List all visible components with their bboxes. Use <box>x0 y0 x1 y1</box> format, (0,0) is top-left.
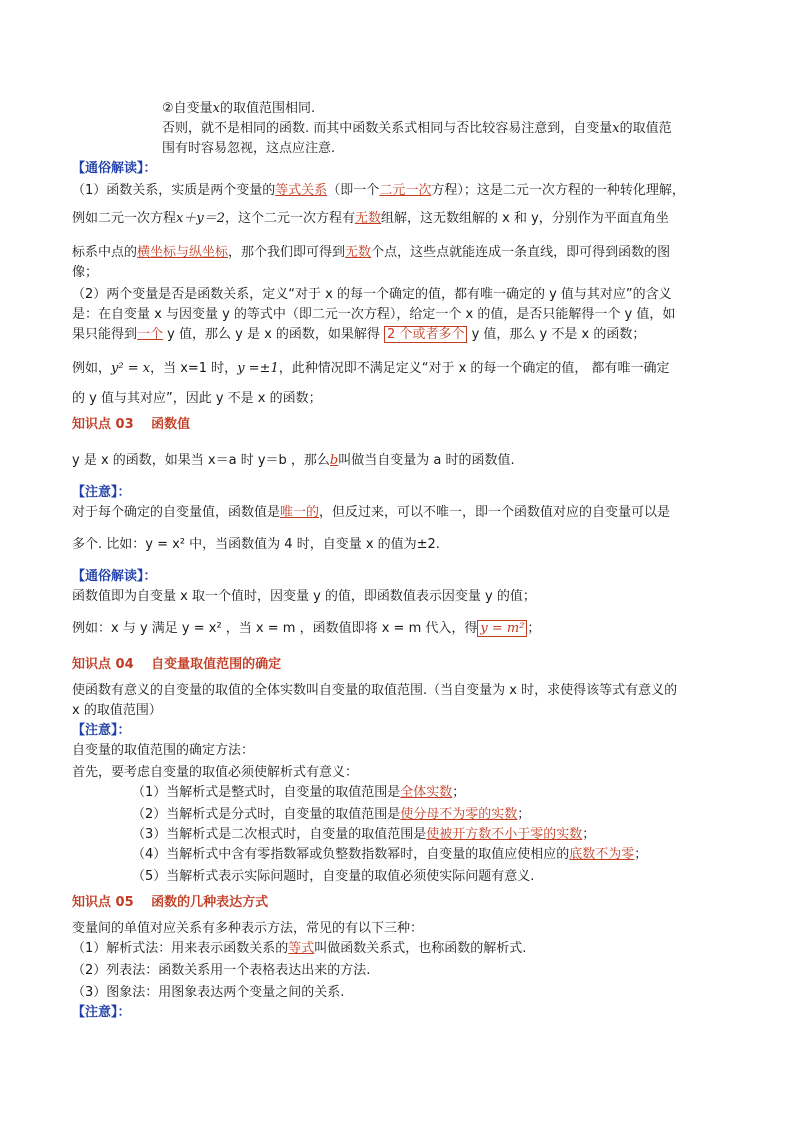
text-line: 否则，就不是相同的函数. 而其中函数关系式相同与否比较容易注意到，自变量x的取值范 <box>162 121 672 136</box>
text-line: 函数值即为自变量 x 取一个值时，因变量 y 的值，即函数值表示因变量 y 的值； <box>72 589 536 604</box>
text-line: 像； <box>72 265 99 280</box>
section-heading: 【通俗解读】： <box>72 161 157 176</box>
text-line: 首先，要考虑自变量的取值必须使解析式有意义： <box>72 765 359 780</box>
list-item: （2）当解析式是分式时，自变量的取值范围是使分母不为零的实数； <box>132 807 531 822</box>
section-heading: 【注意】： <box>72 723 131 738</box>
text-line: 使函数有意义的自变量的取值的全体实数叫自变量的取值范围.（当自变量为 x 时，求使得该等式有意义的 <box>72 683 678 698</box>
list-item: （3）当解析式是二次根式时，自变量的取值范围是使被开方数不小于零的实数； <box>132 827 596 842</box>
text-line: x 的取值范围） <box>72 703 162 718</box>
text-line: 例如，y² = x，当 x=1 时，y =±1，此种情况即不满足定义“对于 x 的每一个确定的值， 都有唯一确定 <box>72 361 670 376</box>
section-heading: 【注意】： <box>72 1005 131 1020</box>
list-item: （5）当解析式表示实际问题时，自变量的取值必须使实际问题有意义. <box>132 869 535 884</box>
text-line: 围有时容易忽视，这点应注意. <box>162 141 336 156</box>
list-item: （1）当解析式是整式时，自变量的取值范围是全体实数； <box>132 785 466 800</box>
text-line: （2）列表法：函数关系用一个表格表达出来的方法. <box>72 963 371 978</box>
list-item: （4）当解析式中含有零指数幂或负整数指数幂时，自变量的取值应使相应的底数不为零； <box>132 847 648 862</box>
text-line: y 是 x 的函数，如果当 x＝a 时 y＝b ，那么b叫做当自变量为 a 时的函数值. <box>72 453 515 468</box>
section-heading: 【通俗解读】： <box>72 569 157 584</box>
text-line: 标系中点的横坐标与纵坐标，那个我们即可得到无数个点，这些点就能连成一条直线，即可得到函数的图 <box>72 245 671 260</box>
text-line: （1）解析式法：用来表示函数关系的等式叫做函数关系式，也称函数的解析式. <box>72 941 527 956</box>
text-line: 变量间的单值对应关系有多种表示方法，常见的有以下三种： <box>72 921 424 936</box>
text-line: 多个. 比如：y = x² 中，当函数值为 4 时，自变量 x 的值为±2. <box>72 537 440 552</box>
text-line: （2）两个变量是否是函数关系，定义“对于 x 的每一个确定的值，都有唯一确定的 y 值与其对应”的含义 <box>72 287 672 302</box>
knowledge-point-heading: 知识点 05 函数的几种表达方式 <box>72 895 269 910</box>
knowledge-point-heading: 知识点 03 函数值 <box>72 417 191 432</box>
text-line: 自变量的取值范围的确定方法： <box>72 743 255 758</box>
text-line: 果只能得到一个 y 值，那么 y 是 x 的函数，如果解得 2 个或者多个 y 值，那么 y 不是 x 的函数； <box>72 327 646 342</box>
text-line: 例如二元一次方程x＋y＝2，这个二元一次方程有无数组解，这无数组解的 x 和 y，分别作为平面直角坐 <box>72 211 669 226</box>
section-heading: 【注意】： <box>72 485 131 500</box>
text-line: （3）图象法：用图象表达两个变量之间的关系. <box>72 985 345 1000</box>
text-line: 对于每个确定的自变量值，函数值是唯一的，但反过来，可以不唯一，即一个函数值对应的自变量可以是 <box>72 505 671 520</box>
knowledge-point-heading: 知识点 04 自变量取值范围的确定 <box>72 657 282 672</box>
text-line: （1）函数关系，实质是两个变量的等式关系（即一个二元一次方程）；这是二元一次方程的一种转化理解， <box>72 183 685 198</box>
text-line: 是：在自变量 x 与因变量 y 的等式中（即二元一次方程），给定一个 x 的值，是否只能解得一个 y 值，如 <box>72 307 676 322</box>
text-line: 的 y 值与其对应”，因此 y 不是 x 的函数； <box>72 391 322 406</box>
text-line: ②自变量x的取值范围相同. <box>162 101 316 116</box>
text-line: 例如：x 与 y 满足 y = x² ，当 x = m ，函数值即将 x = m 代入，得 y = m² ； <box>72 621 541 636</box>
